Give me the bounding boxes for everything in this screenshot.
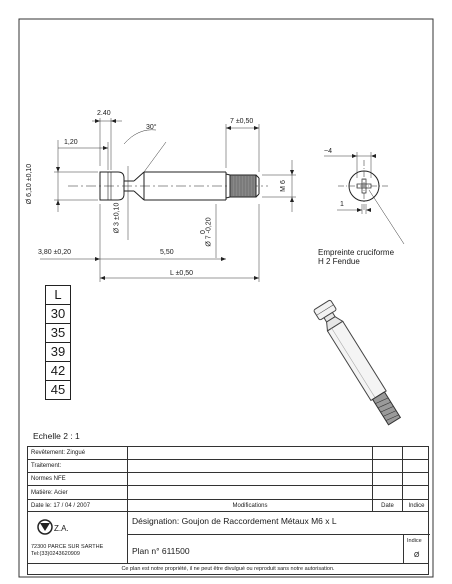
coating-label: Revêtement: Zingué <box>28 447 128 459</box>
dim-7: 7 ±0,50 <box>230 118 254 125</box>
dim-1: 1 <box>340 201 344 208</box>
modifications-header: Modifications <box>128 500 373 511</box>
dim-d7-zero: 0 <box>199 230 207 234</box>
indice-label: Indice <box>407 538 422 544</box>
standards-label: Normes NFE <box>28 473 128 485</box>
dim-4: ~4 <box>324 148 332 155</box>
dim-5-50: 5,50 <box>160 249 174 256</box>
dim-l: L ±0,50 <box>170 270 194 277</box>
dim-30-deg: 30° <box>146 124 157 131</box>
end-view <box>338 160 390 212</box>
length-table <box>45 285 71 400</box>
length-value: 35 <box>46 324 70 343</box>
isometric-view <box>313 300 403 427</box>
indice-col-header: Indice <box>408 502 425 509</box>
length-value: 39 <box>46 343 70 362</box>
dim-m6: M 6 <box>279 180 287 192</box>
material-label: Matière: Acier <box>28 486 128 499</box>
length-value: 30 <box>46 305 70 324</box>
title-block <box>27 446 429 575</box>
indice-value: Ø <box>414 552 420 559</box>
company-address: 72300 PARCE SUR SARTHE <box>31 544 104 550</box>
dim-d7: Ø 7 -0,20 <box>205 217 213 247</box>
date-label: Date le: 17 / 04 / 2007 <box>28 500 128 511</box>
date-col-header: Date <box>373 500 403 511</box>
dim-d6-10: Ø 6,10 ±0,10 <box>26 163 34 205</box>
plan-number: Plan n° 611500 <box>132 546 190 556</box>
note-line-1: Empreinte cruciforme <box>318 248 395 257</box>
designation: Désignation: Goujon de Raccordement Métaux M6 x L <box>132 516 337 526</box>
company-name: Z.A. <box>54 524 69 533</box>
note-line-2: H 2 Fendue <box>318 257 360 266</box>
scale-label: Echelle 2 : 1 <box>33 431 80 441</box>
footer-notice: Ce plan est notre propriété, il ne peut être divulgué ou reproduit sans notre autorisation. <box>121 566 335 572</box>
company-phone: Tel:(33)0243620909 <box>31 551 80 557</box>
length-value: 42 <box>46 362 70 381</box>
dim-d3: Ø 3 ±0,10 <box>113 202 121 234</box>
length-value: 45 <box>50 382 66 397</box>
dim-2-40: 2.40 <box>97 110 111 117</box>
company-block <box>28 512 128 563</box>
length-header: L <box>46 286 70 305</box>
dim-1-20: 1,20 <box>64 139 78 146</box>
treatment-label: Traitement: <box>28 460 128 472</box>
dim-3-80: 3,80 ±0,20 <box>38 249 72 256</box>
